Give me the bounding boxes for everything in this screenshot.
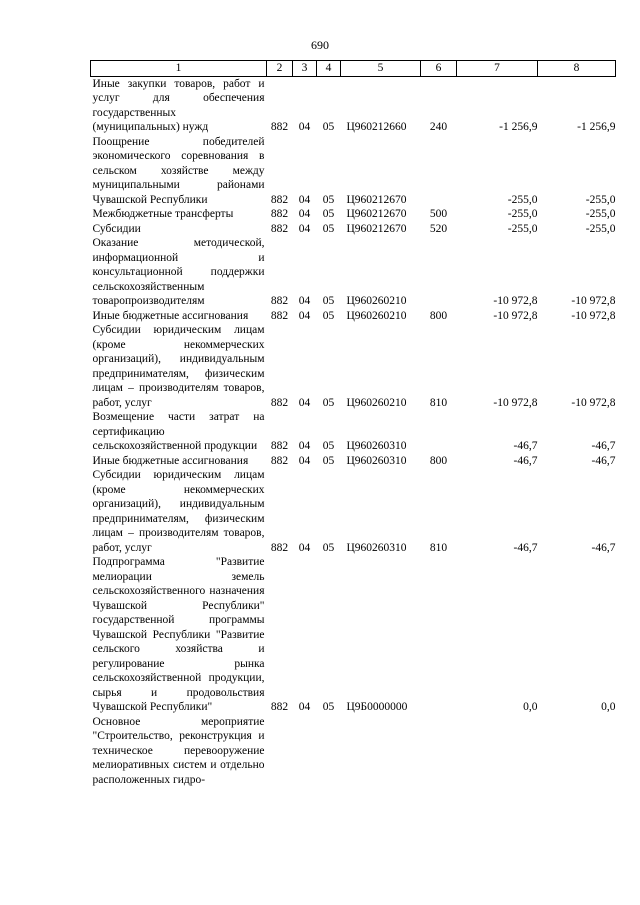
target-article-cell: Ц960260210	[346, 396, 407, 409]
expense-type-cell	[421, 555, 457, 715]
page-number: 690	[311, 38, 329, 52]
amount-cell: -10 972,8	[493, 309, 538, 322]
amount-cell: -46,7	[591, 454, 616, 467]
table-row	[91, 236, 616, 309]
section-code-cell: 04	[298, 396, 311, 409]
expense-type-cell	[421, 135, 457, 208]
section-code-cell: 04	[298, 541, 311, 554]
row-name-cell: Оказание методической, информационной и консультационной поддержки сельскохозяйственным товаропроизводителям	[92, 237, 265, 307]
amount-cell: -10 972,8	[571, 396, 616, 409]
amount-cell: -1 256,9	[577, 121, 616, 133]
section-code-cell	[293, 715, 317, 788]
expense-type-cell: 810	[429, 396, 448, 409]
row-name-cell: Возмещение части затрат на сертификацию сельскохозяйственной продукции	[92, 411, 265, 452]
amount-cell: 0,0	[601, 701, 616, 713]
amount-cell: 0,0	[523, 701, 538, 713]
section-code-cell: 04	[298, 440, 311, 452]
expense-type-cell: 500	[429, 208, 448, 220]
section-code-cell: 04	[298, 208, 311, 220]
table-row	[91, 468, 616, 555]
ministry-code-cell: 882	[270, 396, 289, 409]
row-name-cell: Основное мероприятие "Строительство, реконструкция и техническое перевооружение мелиоративных систем и отдельно расположенных гидро-	[92, 715, 265, 786]
ministry-code-cell: 882	[270, 541, 289, 554]
amount-cell: -1 256,9	[499, 121, 538, 133]
ministry-code-cell: 882	[270, 295, 289, 307]
section-code-cell: 04	[298, 193, 311, 206]
column-header: 3	[293, 61, 317, 77]
subsection-code-cell: 05	[322, 295, 335, 307]
table-row	[91, 715, 616, 788]
column-header: 7	[457, 61, 538, 77]
expense-type-cell: 520	[429, 222, 448, 235]
amount-cell: -46,7	[513, 541, 538, 554]
amount-cell: -10 972,8	[493, 295, 538, 307]
amount-cell: -10 972,8	[571, 295, 616, 307]
row-name-cell: Субсидии юридическим лицам (кроме некоммерческих организаций), индивидуальным предпринимателям, физическим лицам – производителям товаров, работ, услуг	[92, 324, 265, 409]
subsection-code-cell: 05	[322, 208, 335, 220]
row-name-cell: Подпрограмма "Развитие мелиорации земель сельскохозяйственного назначения Чувашской Республики" государственной программы Чувашской Республики "Развитие сельского хозяйства и регулирование рынка сельскохозяйственной продукции, сырья и продовольствия Чувашской Республики"	[92, 556, 265, 713]
ministry-code-cell: 882	[270, 222, 289, 235]
target-article-cell: Ц960212670	[346, 193, 407, 206]
row-name-cell: Субсидии	[92, 222, 141, 235]
section-code-cell: 04	[298, 222, 311, 235]
target-article-cell: Ц960260210	[346, 309, 407, 322]
subsection-code-cell: 05	[322, 222, 335, 235]
amount-cell: -46,7	[591, 541, 616, 554]
table-row	[91, 309, 616, 324]
row-name-cell: Поощрение победителей экономического соревнования в сельском хозяйстве между муниципальными районами Чувашской Республики	[92, 135, 265, 206]
subsection-code-cell: 05	[322, 701, 335, 713]
column-header: 5	[341, 61, 421, 77]
ministry-code-cell: 882	[270, 701, 289, 713]
table-row	[91, 207, 616, 222]
amount-cell: -255,0	[585, 222, 616, 235]
column-header: 2	[267, 61, 293, 77]
row-name-cell: Иные бюджетные ассигнования	[92, 309, 249, 322]
column-header: 4	[317, 61, 341, 77]
expense-type-cell: 810	[429, 541, 448, 554]
expense-type-cell: 800	[429, 309, 448, 322]
expense-type-cell	[421, 715, 457, 788]
expense-type-cell	[421, 410, 457, 454]
target-article-cell	[341, 715, 421, 788]
target-article-cell: Ц960212670	[346, 208, 407, 220]
subsection-code-cell: 05	[322, 541, 335, 554]
column-header-row	[91, 61, 616, 77]
row-name-cell: Иные закупки товаров, работ и услуг для обеспечения государственных (муниципальных) нужд	[92, 77, 265, 133]
section-code-cell: 04	[298, 454, 311, 467]
ministry-code-cell: 882	[270, 193, 289, 206]
ministry-code-cell: 882	[270, 121, 289, 133]
subsection-code-cell: 05	[322, 193, 335, 206]
target-article-cell: Ц960260210	[346, 295, 407, 307]
row-name-cell: Межбюджетные трансферты	[92, 208, 234, 220]
table-row	[91, 410, 616, 454]
row-name-cell: Субсидии юридическим лицам (кроме некоммерческих организаций), индивидуальным предпринимателям, физическим лицам – производителям товаров, работ, услуг	[92, 469, 265, 554]
column-header: 8	[538, 61, 616, 77]
table-row	[91, 76, 616, 135]
amount-cell: -255,0	[507, 193, 538, 206]
row-name-cell: Иные бюджетные ассигнования	[92, 454, 249, 467]
amount-cell: -46,7	[513, 440, 538, 452]
column-header: 1	[91, 61, 267, 77]
section-code-cell: 04	[298, 295, 311, 307]
ministry-code-cell	[267, 715, 293, 788]
ministry-code-cell: 882	[270, 440, 289, 452]
ministry-code-cell: 882	[270, 208, 289, 220]
section-code-cell: 04	[298, 121, 311, 133]
ministry-code-cell: 882	[270, 309, 289, 322]
target-article-cell: Ц9Б0000000	[346, 701, 408, 713]
subsection-code-cell	[317, 715, 341, 788]
column-header: 6	[421, 61, 457, 77]
amount-cell: -255,0	[585, 208, 616, 220]
subsection-code-cell: 05	[322, 454, 335, 467]
target-article-cell: Ц960212660	[346, 121, 407, 133]
expense-type-cell: 240	[429, 121, 448, 133]
table-row	[91, 135, 616, 208]
section-code-cell: 04	[298, 701, 311, 713]
target-article-cell: Ц960260310	[346, 454, 407, 467]
amount-cell: -255,0	[585, 193, 616, 206]
table-row	[91, 222, 616, 237]
amount-cell: -10 972,8	[571, 309, 616, 322]
table-row	[91, 555, 616, 715]
amount-cell	[538, 715, 616, 788]
amount-cell: -10 972,8	[493, 396, 538, 409]
budget-table	[90, 60, 616, 787]
expense-type-cell: 800	[429, 454, 448, 467]
amount-cell: -46,7	[591, 440, 616, 452]
amount-cell	[457, 715, 538, 788]
table-row	[91, 454, 616, 469]
expense-type-cell	[421, 236, 457, 309]
subsection-code-cell: 05	[322, 396, 335, 409]
target-article-cell: Ц960260310	[346, 440, 407, 452]
section-code-cell: 04	[298, 309, 311, 322]
ministry-code-cell: 882	[270, 454, 289, 467]
table-row	[91, 323, 616, 410]
subsection-code-cell: 05	[322, 309, 335, 322]
amount-cell: -255,0	[507, 222, 538, 235]
amount-cell: -255,0	[507, 208, 538, 220]
amount-cell: -46,7	[513, 454, 538, 467]
subsection-code-cell: 05	[322, 121, 335, 133]
subsection-code-cell: 05	[322, 440, 335, 452]
target-article-cell: Ц960260310	[346, 541, 407, 554]
target-article-cell: Ц960212670	[346, 222, 407, 235]
